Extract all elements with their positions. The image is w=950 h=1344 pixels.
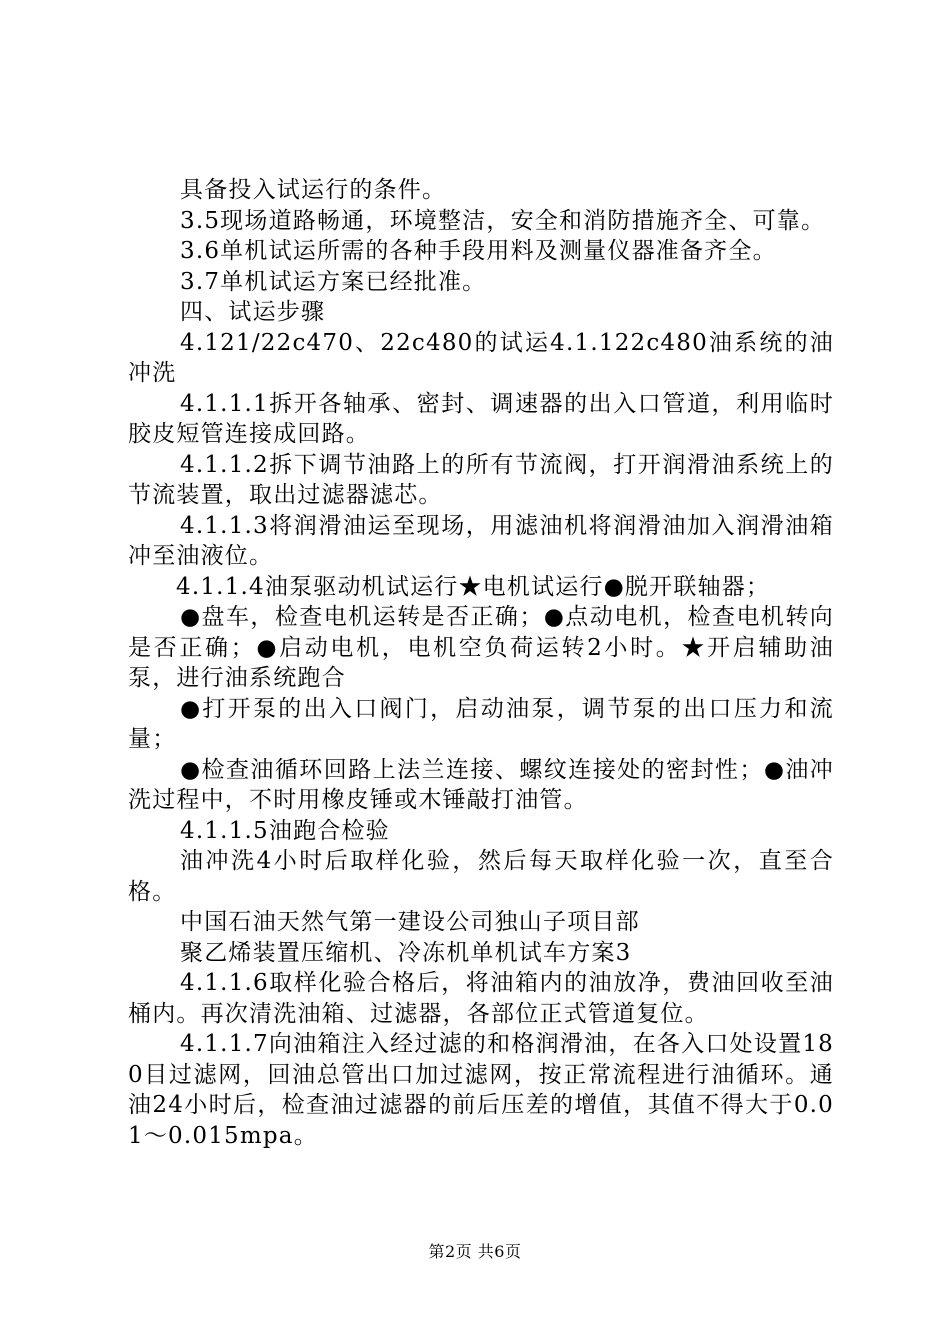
paragraph-4-1-1-7: 4.1.1.7向油箱注入经过滤的和格润滑油，在各入口处设置180目过滤网，回油总管出口加过滤网，按正常流程进行油循环。通油24小时后，检查油过滤器的前后压差的增值，其值不得大于0.01～0.015mpa。: [128, 1031, 834, 1149]
company-line: 中国石油天然气第一建设公司独山子项目部: [180, 909, 640, 935]
paragraph-4-1-1-2: 4.1.1.2拆下调节油路上的所有节流阀，打开润滑油系统上的节流装置，取出过滤器滤芯。: [128, 451, 834, 508]
paragraph-4-1-1-3: 4.1.1.3将润滑油运至现场，用滤油机将润滑油加入润滑油箱冲至油液位。: [128, 512, 834, 569]
paragraph-4-1-1-4: 4.1.1.4油泵驱动机试运行★电机试运行●脱开联轴器；: [176, 573, 771, 600]
paragraph-4-1-1-6: 4.1.1.6取样化验合格后，将油箱内的油放净，费油回收至油桶内。再次清洗油箱、过滤器，各部位正式管道复位。: [128, 970, 834, 1027]
paragraph-4-1-1-5: 4.1.1.5油跑合检验: [180, 817, 390, 844]
document-body: [128, 175, 834, 1151]
paragraph-seal-check: ●检查油循环回路上法兰连接、螺纹连接处的密封性；●油冲洗过程中，不时用橡皮锤或木锤敲打油管。: [128, 756, 834, 813]
paragraph-4-1-1-1: 4.1.1.1拆开各轴承、密封、调速器的出入口管道，利用临时胶皮短管连接成回路。: [128, 390, 834, 447]
paragraph-motor-check: ●盘车，检查电机运转是否正确；●点动电机，检查电机转向是否正确；●启动电机，电机空负荷运转2小时。★开启辅助油泵，进行油系统跑合: [128, 604, 834, 691]
paragraph-pump-valves: ●打开泵的出入口阀门，启动油泵，调节泵的出口压力和流量；: [128, 695, 834, 752]
paragraph-3-5: 3.5现场道路畅通，环境整洁，安全和消防措施齐全、可靠。: [180, 207, 826, 234]
paragraph-4-1: 4.121/22c470、22c480的试运4.1.122c480油系统的油冲洗: [128, 329, 834, 386]
paragraph-sampling: 油冲洗4小时后取样化验，然后每天取样化验一次，直至合格。: [128, 848, 834, 905]
section-heading-4: 四、试运步骤: [180, 299, 326, 325]
page-number-footer: 第2页 共6页: [428, 1242, 522, 1261]
paragraph-conditions: 具备投入试运行的条件。: [180, 177, 447, 203]
paragraph-3-7: 3.7单机试运方案已经批准。: [180, 268, 487, 295]
plan-title-line: 聚乙烯装置压缩机、冷冻机单机试车方案3: [180, 939, 632, 966]
paragraph-3-6: 3.6单机试运所需的各种手段用料及测量仪器准备齐全。: [180, 238, 777, 264]
